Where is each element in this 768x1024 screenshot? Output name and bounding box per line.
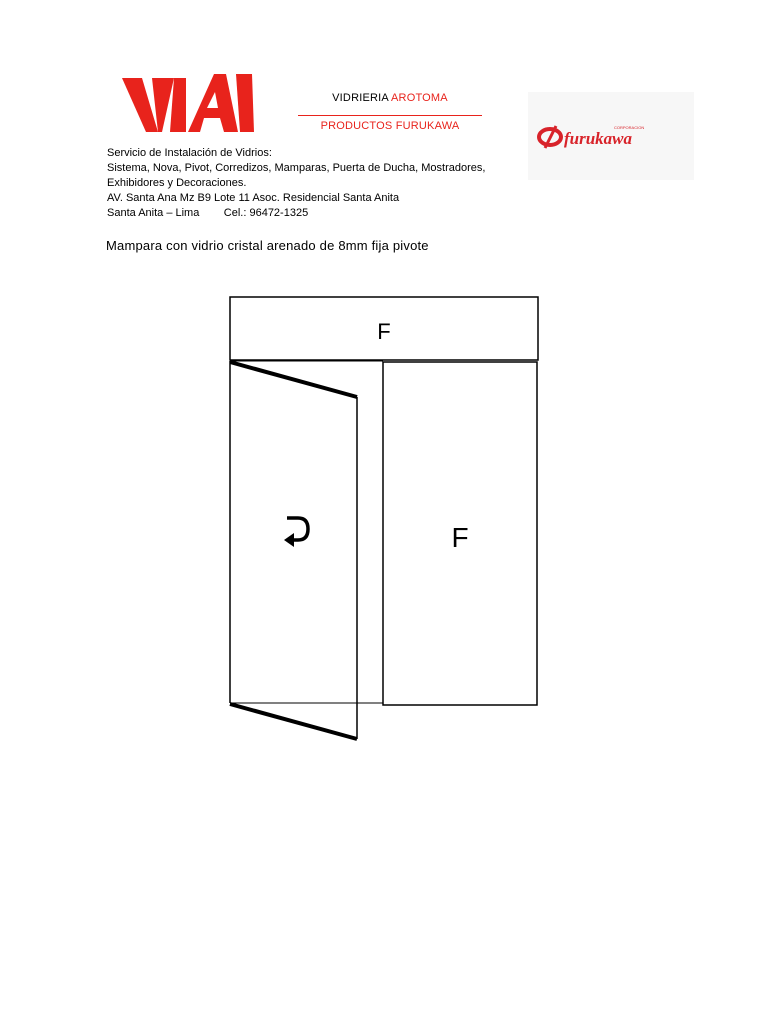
company-name-prefix: VIDRIERIA	[332, 92, 389, 104]
company-name-main: AROTOMA	[391, 92, 448, 104]
rotate-arrow-icon	[284, 518, 308, 547]
door-top-edge	[230, 362, 357, 397]
address-line: AV. Santa Ana Mz B9 Lote 11 Asoc. Residencial Santa Anita	[107, 192, 400, 204]
services-info	[107, 146, 485, 221]
contact-line: Santa Anita – Lima Cel.: 96472-1325	[107, 207, 309, 219]
right-fixed-panel	[383, 362, 537, 705]
company-name	[298, 92, 482, 104]
top-panel-label: F	[377, 319, 391, 344]
va-logo-icon	[118, 72, 258, 138]
services-line: Exhibidores y Decoraciones.	[107, 177, 247, 189]
furukawa-logo-small-text: CORPORACION	[614, 125, 645, 130]
door-bottom-edge	[230, 704, 357, 739]
page-title: Mampara con vidrio cristal arenado de 8mm fija pivote	[106, 238, 429, 253]
services-line: Sistema, Nova, Pivot, Corredizos, Mamparas, Puerta de Ducha, Mostradores,	[107, 162, 486, 174]
furukawa-logo	[528, 92, 694, 180]
header-divider	[298, 115, 482, 116]
top-fixed-panel	[230, 297, 538, 360]
right-panel-label: F	[451, 522, 469, 553]
services-line: Servicio de Instalación de Vidrios:	[107, 147, 272, 159]
furukawa-logo-icon	[528, 92, 694, 180]
furukawa-logo-text: furukawa	[564, 129, 633, 148]
company-subtitle: PRODUCTOS FURUKAWA	[320, 120, 460, 132]
